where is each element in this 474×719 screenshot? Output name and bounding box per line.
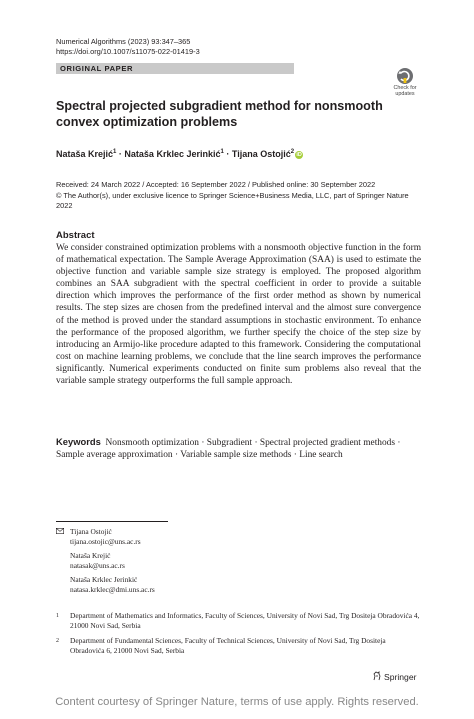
author-separator: · — [118, 149, 122, 159]
contact-entry — [70, 575, 155, 595]
contact-name: Tijana Ostojić — [70, 527, 112, 536]
publisher-name: Springer — [384, 672, 417, 682]
publisher-logo — [372, 671, 416, 683]
check-for-updates-caption — [388, 85, 422, 97]
author-affiliation-ref: 1 — [220, 149, 224, 155]
author-affiliation-ref: 2 — [290, 149, 295, 155]
contact-email[interactable]: natasa.krklec@dmi.uns.ac.rs — [70, 585, 155, 594]
author-separator: · — [226, 149, 230, 159]
check-caption-line2: updates — [395, 91, 415, 97]
abstract-heading: Abstract — [56, 230, 95, 241]
footnote-divider — [56, 521, 168, 522]
author-name[interactable]: Nataša Krejić — [56, 149, 114, 159]
contact-email[interactable]: tijana.ostojic@uns.ac.rs — [70, 537, 141, 546]
keywords — [56, 436, 421, 461]
check-caption-line1: Check for — [393, 85, 417, 91]
author-affiliation-ref: 1 — [113, 149, 117, 155]
check-for-updates-badge[interactable] — [388, 67, 422, 101]
contact-entry — [70, 551, 155, 571]
contact-name: Nataša Krejić — [70, 551, 111, 560]
author-name[interactable]: Tijana Ostojić — [231, 149, 291, 159]
abstract-text: We consider constrained optimization problems with a nonsmooth objective function in the form of mathematical expectation. The Sample Average Approximation (SAA) is used to estimate the objective function and variable sample size strategy is employed. The proposed algorithm combines an SAA subgradient with the spectral coefficient in order to provide a suitable direction which improves the performance of the first order method as shown by numerical results. The step sizes are chosen from the predefined interval and the almost sure convergence of the method is proved under the standard assumptions in stochastic environment. To enhance the performance of the proposed algorithm, we further specify the choice of the step size by introducing an Armijo-like procedure adapted to this framework. Considering the computational cost on machine learning problems, we conclude that the line search improves the performance significantly. Numerical experiments conducted on finite sum problems also reveal that the variable sample strategy outperforms the full sample approach. — [56, 243, 421, 387]
contact-entry — [70, 527, 155, 547]
paper-title: Spectral projected subgradient method for nonsmooth convex optimization problems — [56, 99, 383, 129]
affiliation-entry — [56, 611, 421, 631]
publication-dates — [56, 180, 426, 212]
contact-email[interactable]: natasak@uns.ac.rs — [70, 561, 125, 570]
author-name[interactable]: Nataša Krklec Jerinkić — [124, 149, 221, 159]
check-for-updates-icon — [388, 67, 422, 85]
affiliation-number: 2 — [56, 638, 59, 644]
author-contacts — [56, 527, 155, 599]
affiliation-text: Department of Fundamental Sciences, Faculty of Technical Sciences, University of Novi Sad, Trg Dositeja Obradovića 6, 21000 Novi Sad, Serbia — [70, 636, 386, 655]
orcid-icon[interactable]: iD — [296, 152, 302, 158]
journal-header — [56, 37, 200, 57]
copyright-line: © The Author(s), under exclusive licence to Springer Science+Business Media, LLC, part of Springer Nature 2022 — [56, 190, 409, 210]
doi-link[interactable]: https://doi.org/10.1007/s11075-022-01419-3 — [56, 47, 200, 56]
article-type-banner — [56, 63, 294, 74]
courtesy-notice: Content courtesy of Springer Nature, terms of use apply. Rights reserved. — [55, 696, 419, 708]
affiliation-number: 1 — [56, 613, 59, 619]
affiliation-text: Department of Mathematics and Informatics, Faculty of Sciences, University of Novi Sad, Trg Dositeja Obradovića 4, 21000 Novi Sad, Serbia — [70, 611, 420, 630]
affiliation-entry — [56, 636, 421, 656]
keywords-text: Nonsmooth optimization · Subgradient · Spectral projected gradient methods · Sample average approximation · Variable sample size methods · Line search — [56, 438, 401, 461]
article-type-label: ORIGINAL PAPER — [60, 64, 134, 73]
journal-citation: Numerical Algorithms (2023) 93:347–365 — [56, 37, 191, 46]
envelope-icon — [56, 528, 64, 534]
contact-name: Nataša Krklec Jerinkić — [70, 575, 138, 584]
dates-line: Received: 24 March 2022 / Accepted: 16 September 2022 / Published online: 30 September 2022 — [56, 180, 376, 189]
springer-horse-icon — [372, 671, 382, 681]
author-list — [56, 146, 303, 160]
keywords-label: Keywords — [56, 436, 101, 447]
